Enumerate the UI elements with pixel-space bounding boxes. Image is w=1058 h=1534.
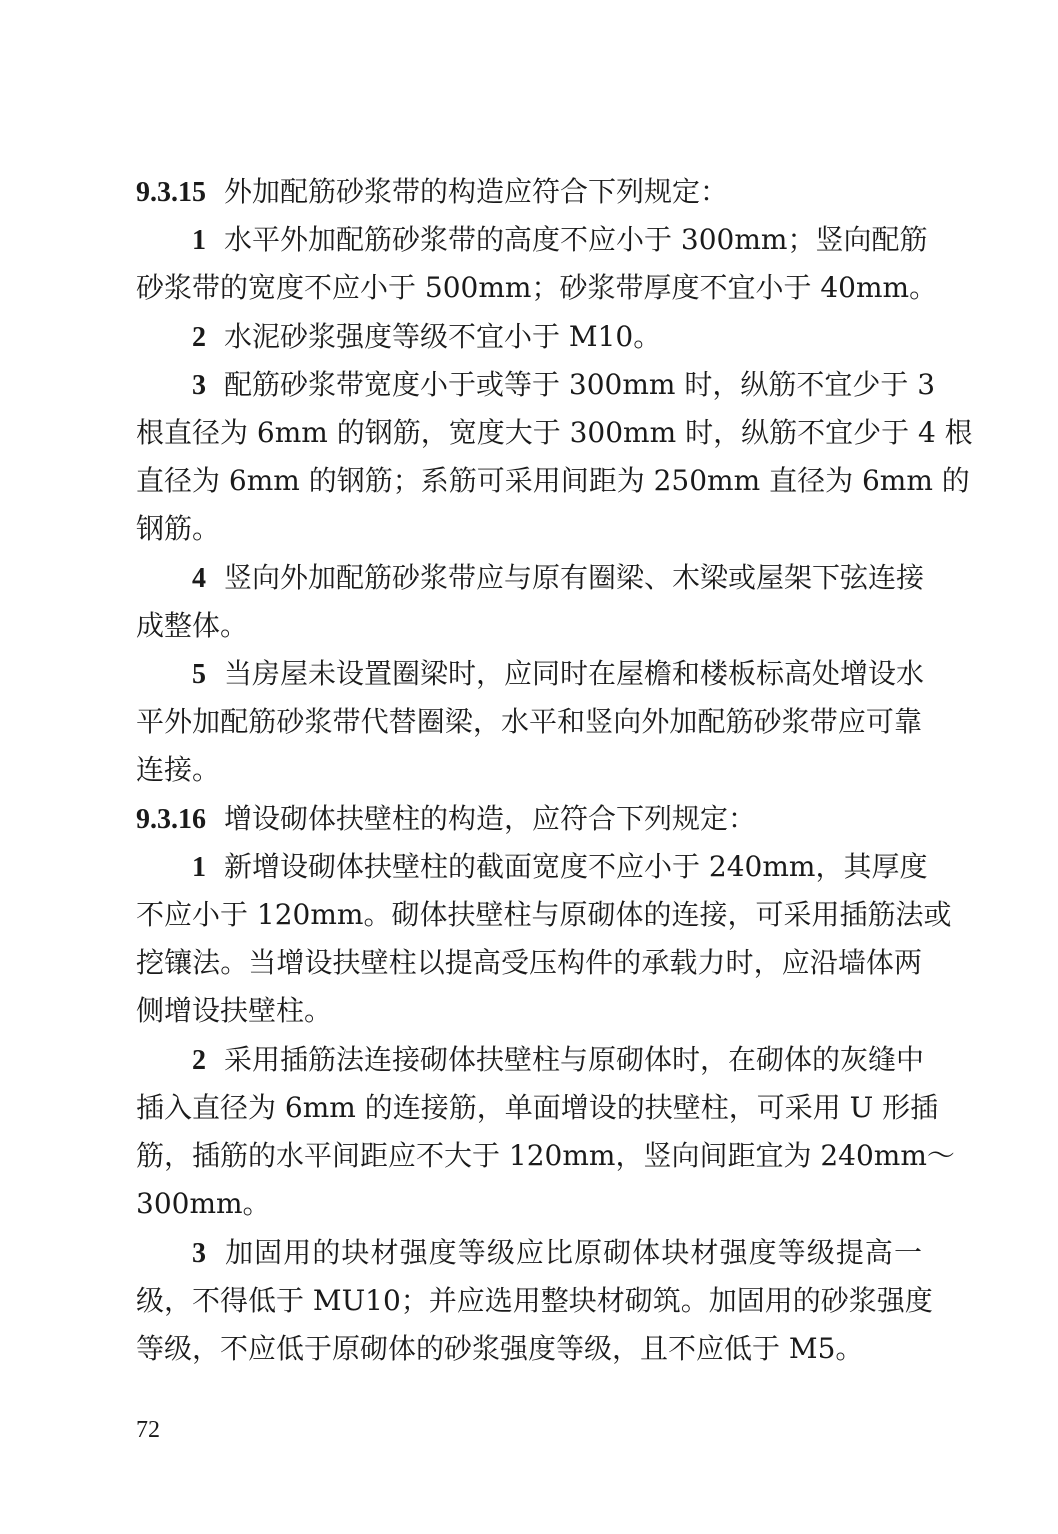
item-text: 新增设砌体扶壁柱的截面宽度不应小于 240mm，其厚度 <box>224 850 928 883</box>
item-continuation: 等级，不应低于原砌体的砂浆强度等级，且不应低于 M5。 <box>136 1332 864 1365</box>
item-continuation: 钢筋。 <box>136 512 221 545</box>
clause-heading-9-3-15 <box>136 168 728 217</box>
list-item <box>192 216 928 265</box>
item-continuation: 不应小于 120mm。砌体扶壁柱与原砌体的连接，可采用插筋法或 <box>136 898 952 931</box>
item-number: 2 <box>192 322 206 353</box>
item-continuation: 砂浆带的宽度不应小于 500mm；砂浆带厚度不宜小于 40mm。 <box>136 271 938 304</box>
page-number: 72 <box>136 1417 160 1443</box>
clause-number: 9.3.15 <box>136 177 206 208</box>
item-continuation: 插入直径为 6mm 的连接筋，单面增设的扶壁柱，可采用 U 形插 <box>136 1091 939 1124</box>
item-continuation: 根直径为 6mm 的钢筋，宽度大于 300mm 时，纵筋不宜少于 4 根 <box>136 416 973 449</box>
item-text: 配筋砂浆带宽度小于或等于 300mm 时，纵筋不宜少于 3 <box>224 368 936 401</box>
clause-title: 增设砌体扶壁柱的构造，应符合下列规定： <box>224 802 757 835</box>
item-text: 水平外加配筋砂浆带的高度不应小于 300mm；竖向配筋 <box>224 223 928 256</box>
item-continuation: 成整体。 <box>136 609 249 642</box>
item-number: 1 <box>192 852 206 883</box>
item-continuation: 挖镶法。当增设扶壁柱以提高受压构件的承载力时，应沿墙体两 <box>136 946 922 979</box>
item-continuation: 平外加配筋砂浆带代替圈梁，水平和竖向外加配筋砂浆带应可靠 <box>136 705 922 738</box>
list-item <box>192 843 928 892</box>
item-number: 3 <box>192 1238 206 1269</box>
list-item <box>192 554 925 603</box>
item-continuation: 侧增设扶壁柱。 <box>136 994 333 1027</box>
item-number: 3 <box>192 370 206 401</box>
item-continuation: 连接。 <box>136 753 221 786</box>
item-number: 4 <box>192 563 206 594</box>
item-number: 2 <box>192 1045 206 1076</box>
item-text: 竖向外加配筋砂浆带应与原有圈梁、木梁或屋架下弦连接 <box>224 561 925 594</box>
item-text: 当房屋未设置圈梁时，应同时在屋檐和楼板标高处增设水 <box>224 657 925 690</box>
list-item <box>192 1229 922 1278</box>
clause-heading-9-3-16 <box>136 795 756 844</box>
item-continuation: 筋，插筋的水平间距应不大于 120mm，竖向间距宜为 240mm～ <box>136 1139 955 1172</box>
clause-number: 9.3.16 <box>136 804 206 835</box>
item-text: 加固用的块材强度等级应比原砌体块材强度等级提高一 <box>224 1236 922 1269</box>
item-text: 水泥砂浆强度等级不宜小于 M10。 <box>224 320 662 353</box>
item-continuation: 直径为 6mm 的钢筋；系筋可采用间距为 250mm 直径为 6mm 的 <box>136 464 970 497</box>
item-number: 5 <box>192 659 206 690</box>
list-item <box>192 1036 925 1085</box>
list-item <box>192 361 936 410</box>
list-item <box>192 650 925 699</box>
item-continuation: 级，不得低于 MU10；并应选用整块材砌筑。加固用的砂浆强度 <box>136 1284 933 1317</box>
item-continuation: 300mm。 <box>136 1187 271 1220</box>
item-text: 采用插筋法连接砌体扶壁柱与原砌体时，在砌体的灰缝中 <box>224 1043 925 1076</box>
item-number: 1 <box>192 225 206 256</box>
list-item <box>192 313 922 362</box>
clause-title: 外加配筋砂浆带的构造应符合下列规定： <box>224 175 729 208</box>
